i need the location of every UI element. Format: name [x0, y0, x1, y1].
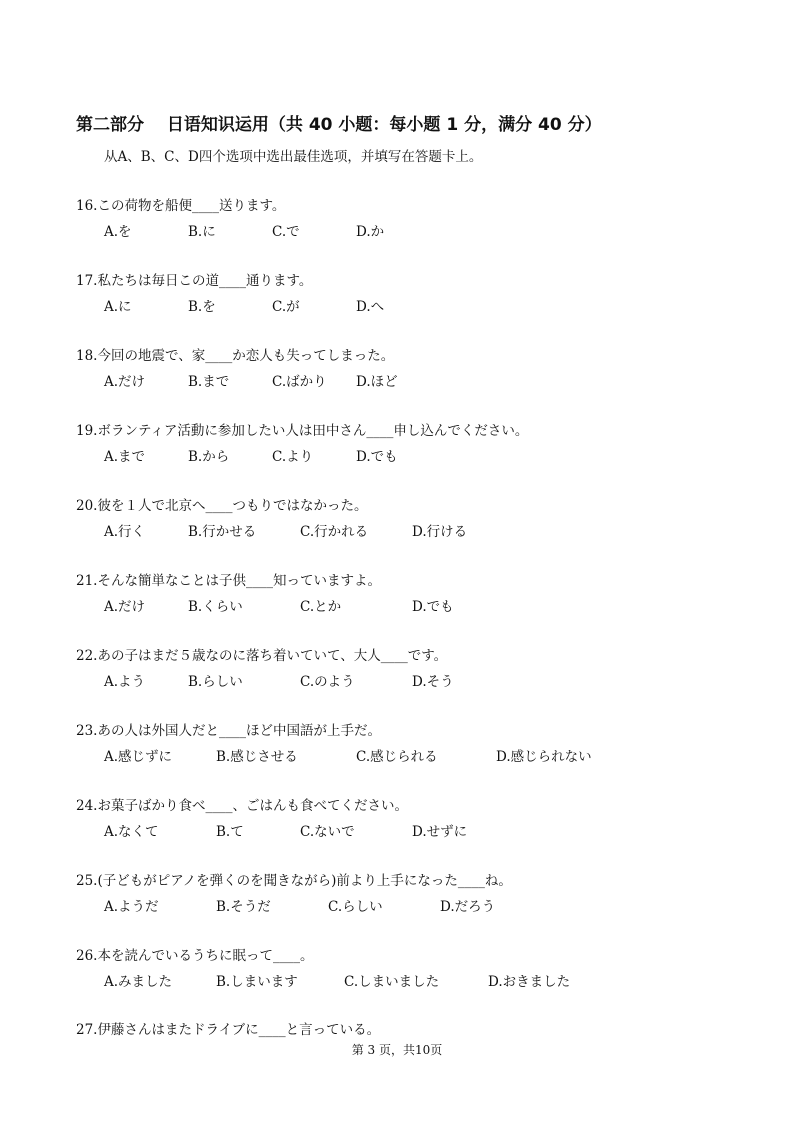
- option-c: C.行かれる: [300, 524, 369, 540]
- option-d: D.そう: [412, 674, 454, 690]
- option-b: B.行かせる: [188, 524, 257, 540]
- question-text: 26.本を読んでいるうちに眠って____。: [76, 948, 314, 964]
- question-options: [76, 821, 776, 843]
- question-21: [76, 571, 776, 618]
- option-c: C.らしい: [328, 899, 383, 915]
- question-options: [76, 296, 776, 318]
- option-d: D.へ: [356, 299, 385, 315]
- question-27: [76, 1020, 776, 1040]
- option-a: A.なくて: [104, 824, 159, 840]
- option-d: D.せずに: [412, 824, 468, 840]
- option-b: B.まで: [188, 374, 230, 390]
- option-c: C.ないで: [300, 824, 355, 840]
- question-options: [76, 746, 776, 768]
- option-c: C.で: [272, 224, 300, 240]
- question-22: [76, 646, 776, 693]
- page-footer: 第 3 页，共10页: [351, 1043, 443, 1057]
- option-b: B.そうだ: [216, 899, 271, 915]
- option-a: A.まで: [104, 449, 146, 465]
- option-b: B.を: [188, 299, 216, 315]
- section-title: 第二部分 日语知识运用（共 40 小题：每小题 1 分，满分 40 分）: [76, 115, 602, 135]
- option-d: D.か: [356, 224, 385, 240]
- option-b: B.くらい: [188, 599, 243, 615]
- question-options: [76, 521, 776, 543]
- question-text: 24.お菓子ばかり食べ____、ごはんも食べてください。: [76, 798, 408, 814]
- question-options: [76, 671, 776, 693]
- question-options: [76, 596, 776, 618]
- question-text: 22.あの子はまだ５歳なのに落ち着いていて、大人____です。: [76, 648, 448, 664]
- question-20: [76, 496, 776, 543]
- option-b: B.て: [216, 824, 244, 840]
- question-17: [76, 271, 776, 318]
- question-options: [76, 896, 776, 918]
- question-16: [76, 196, 776, 243]
- option-c: C.感じられる: [356, 749, 438, 765]
- question-text: 25.(子どもがピアノを弾くのを聞きながら)前より上手になった____ね。: [76, 873, 512, 889]
- question-text: 21.そんな簡単なことは子供____知っていますよ。: [76, 573, 381, 589]
- option-a: A.よう: [104, 674, 146, 690]
- question-text: 23.あの人は外国人だと____ほど中国語が上手だ。: [76, 723, 381, 739]
- option-b: B.しまいます: [216, 974, 298, 990]
- option-d: D.でも: [356, 449, 398, 465]
- option-b: B.感じさせる: [216, 749, 298, 765]
- question-text: 16.この荷物を船便____送ります。: [76, 198, 286, 214]
- option-b: B.から: [188, 449, 230, 465]
- option-a: A.だけ: [104, 374, 146, 390]
- question-23: [76, 721, 776, 768]
- option-d: D.ほど: [356, 374, 398, 390]
- section-instruction: 从A、B、C、D四个选项中选出最佳选项，并填写在答题卡上。: [104, 149, 483, 165]
- option-a: A.だけ: [104, 599, 146, 615]
- option-c: C.が: [272, 299, 300, 315]
- question-18: [76, 346, 776, 393]
- question-24: [76, 796, 776, 843]
- question-26: [76, 946, 776, 993]
- option-d: D.でも: [412, 599, 454, 615]
- question-text: 17.私たちは毎日この道____通ります。: [76, 273, 313, 289]
- option-d: D.行ける: [412, 524, 468, 540]
- question-text: 27.伊藤さんはまたドライブに____と言っている。: [76, 1022, 381, 1038]
- option-d: D.感じられない: [496, 749, 592, 765]
- option-a: A.を: [104, 224, 132, 240]
- question-text: 20.彼を１人で北京へ____つもりではなかった。: [76, 498, 368, 514]
- option-c: C.とか: [300, 599, 342, 615]
- question-options: [76, 971, 776, 993]
- question-19: [76, 421, 776, 468]
- option-c: C.ばかり: [272, 374, 327, 390]
- option-c: C.のよう: [300, 674, 355, 690]
- option-a: A.みました: [104, 974, 173, 990]
- option-c: C.より: [272, 449, 314, 465]
- question-text: 18.今回の地震で、家____か恋人も失ってしまった。: [76, 348, 395, 364]
- option-a: A.感じずに: [104, 749, 173, 765]
- option-a: A.に: [104, 299, 132, 315]
- option-d: D.だろう: [440, 899, 496, 915]
- option-d: D.おきました: [488, 974, 571, 990]
- option-c: C.しまいました: [344, 974, 440, 990]
- option-b: B.に: [188, 224, 216, 240]
- option-b: B.らしい: [188, 674, 243, 690]
- question-text: 19.ボランティア活動に参加したい人は田中さん____申し込んでください。: [76, 423, 529, 439]
- question-options: [76, 221, 776, 243]
- option-a: A.ようだ: [104, 899, 159, 915]
- question-options: [76, 446, 776, 468]
- option-a: A.行く: [104, 524, 146, 540]
- question-25: [76, 871, 776, 918]
- question-options: [76, 371, 776, 393]
